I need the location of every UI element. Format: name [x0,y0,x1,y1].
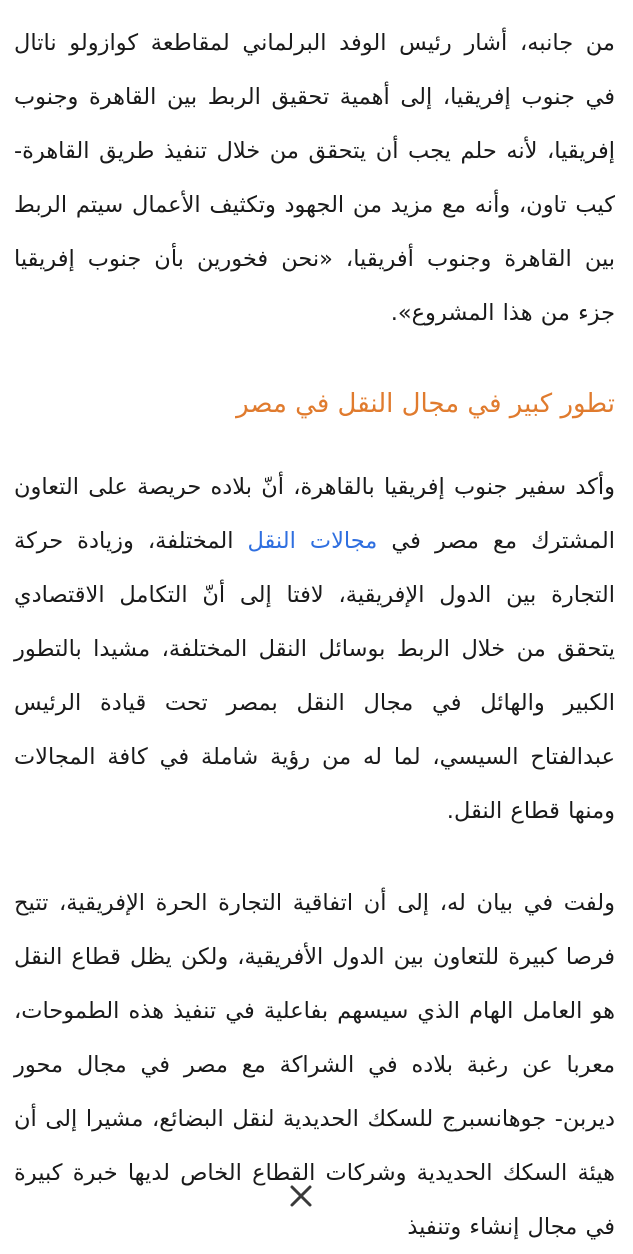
close-button[interactable] [283,1178,319,1214]
paragraph-2-text-start: وأكد سفير جنوب إفريقيا بالقاهرة، أنّ بلاده حريصة على التعاون المشترك مع مصر في [14,474,616,554]
close-icon [283,1178,319,1214]
paragraph-3: ولفت في بيان له، إلى أن اتفاقية التجارة الحرة الإفريقية، تتيح فرصا كبيرة للتعاون بين الدول الأفريقية، ولكن يظل قطاع النقل هو العامل الهام الذي سيسهم بفاعلية في تنفيذ هذه الطموحات، معربا عن رغبة بلاده في الشراكة مع مصر في مجال محور ديربن- جوهانسبرج للسكك الحديدية لنقل البضائع، مشيرا إلى أن هيئة السكك الحديدية وشركات القطاع الخاص لديها خبرة كبيرة في مجال إنشاء وتنفيذ [14,890,615,1240]
paragraph-2-text-end: المختلفة، وزيادة حركة التجارة بين الدول الإفريقية، لافتا إلى أنّ التكامل الاقتصادي يتحقق من خلال الربط بوسائل النقل المختلفة، مشيدا بالتطور الكبير والهائل في مجال النقل بمصر تحت قيادة الرئيس عبدالفتاح السيسي، لما له من رؤية شاملة في كافة المجالات ومنها قطاع النقل. [14,528,615,824]
section-heading: تطور كبير في مجال النقل في مصر [236,389,615,419]
paragraph-1: من جانبه، أشار رئيس الوفد البرلماني لمقاطعة كوازولو ناتال في جنوب إفريقيا، إلى أهمية تحقيق الربط بين القاهرة وجنوب إفريقيا، لأنه حلم يجب أن يتحقق من خلال تنفيذ طريق القاهرة- كيب تاون، وأنه مع مزيد من الجهود وتكثيف الأعمال سيتم الربط بين القاهرة وجنوب أفريقيا، «نحن فخورين بأن جنوب إفريقيا جزء من هذا المشروع». [14,30,615,326]
transport-fields-link[interactable]: مجالات النقل [247,528,378,554]
article-body [0,16,633,1254]
paragraph-2 [14,460,615,838]
